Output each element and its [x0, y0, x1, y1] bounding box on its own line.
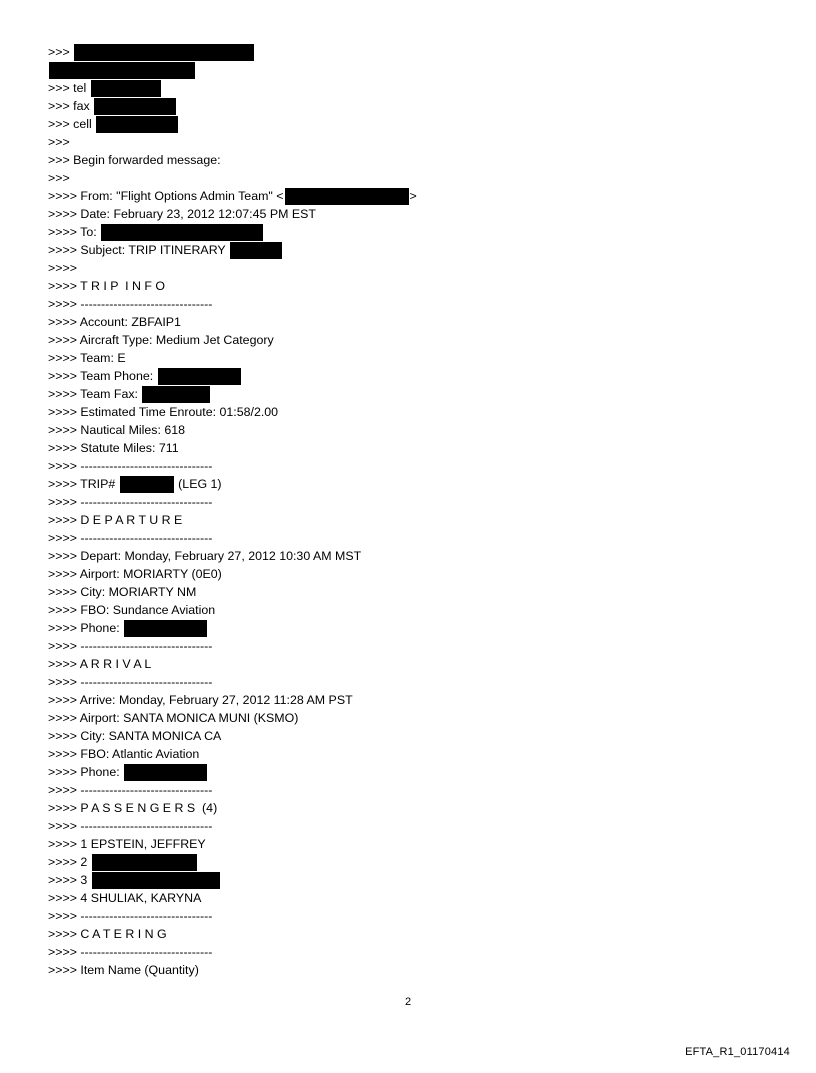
line-text: >>>> D E P A R T U R E — [48, 513, 183, 527]
email-line — [48, 655, 768, 673]
email-line — [48, 349, 768, 367]
line-text: >>>> -------------------------------- — [48, 783, 213, 797]
email-line — [48, 367, 768, 385]
line-text: >>> — [48, 171, 70, 185]
redaction-bar — [94, 98, 176, 115]
line-text: >>> Begin forwarded message: — [48, 153, 221, 167]
email-line — [48, 61, 768, 79]
email-line — [48, 619, 768, 637]
line-text: >>>> 1 EPSTEIN, JEFFREY — [48, 837, 206, 851]
line-text: >>>> Phone: — [48, 765, 124, 779]
email-line — [48, 331, 768, 349]
email-line — [48, 79, 768, 97]
email-line — [48, 529, 768, 547]
line-text: >>>> A R R I V A L — [48, 657, 152, 671]
email-line — [48, 277, 768, 295]
line-text: >>> tel — [48, 81, 90, 95]
page-number: 2 — [404, 996, 412, 1008]
line-text: >>>> -------------------------------- — [48, 909, 213, 923]
redaction-bar — [158, 368, 241, 385]
line-text: >>>> Subject: TRIP ITINERARY — [48, 243, 229, 257]
email-line — [48, 781, 768, 799]
email-line — [48, 421, 768, 439]
redaction-bar — [230, 242, 282, 259]
redaction-bar — [74, 44, 254, 61]
email-line — [48, 727, 768, 745]
email-line — [48, 637, 768, 655]
line-text: >>>> -------------------------------- — [48, 495, 213, 509]
line-text: >>>> Team: E — [48, 351, 126, 365]
line-text: >>>> 3 — [48, 873, 91, 887]
line-text: >>>> To: — [48, 225, 101, 239]
redaction-bar — [96, 116, 178, 133]
line-text: >>>> -------------------------------- — [48, 639, 213, 653]
line-text: >>>> 4 SHULIAK, KARYNA — [48, 891, 202, 905]
line-text: >>>> C A T E R I N G — [48, 927, 167, 941]
email-line — [48, 295, 768, 313]
line-text: >>>> Nautical Miles: 618 — [48, 423, 186, 437]
line-text: >>>> FBO: Atlantic Aviation — [48, 747, 200, 761]
line-text: >>>> -------------------------------- — [48, 531, 213, 545]
email-line — [48, 817, 768, 835]
email-line — [48, 241, 768, 259]
line-text: >>>> Phone: — [48, 621, 124, 635]
email-line — [48, 259, 768, 277]
line-text: >>>> City: SANTA MONICA CA — [48, 729, 222, 743]
line-text: >>>> Arrive: Monday, February 27, 2012 11:28 AM PST — [48, 693, 353, 707]
line-text-after: > — [409, 189, 417, 203]
email-line — [48, 925, 768, 943]
line-text: >>>> TRIP# — [48, 477, 119, 491]
email-line — [48, 169, 768, 187]
email-line — [48, 511, 768, 529]
email-line — [48, 385, 768, 403]
email-line — [48, 745, 768, 763]
redaction-bar — [101, 224, 263, 241]
line-text: >>>> Airport: SANTA MONICA MUNI (KSMO) — [48, 711, 299, 725]
line-text: >>>> — [48, 261, 77, 275]
redaction-bar — [124, 620, 207, 637]
line-text: >>>> Date: February 23, 2012 12:07:45 PM EST — [48, 207, 316, 221]
redaction-bar — [142, 386, 210, 403]
line-text: >>>> -------------------------------- — [48, 945, 213, 959]
email-line — [48, 151, 768, 169]
line-text: >>>> City: MORIARTY NM — [48, 585, 197, 599]
line-text: >>> — [48, 135, 70, 149]
email-body — [48, 43, 768, 979]
email-line — [48, 835, 768, 853]
line-text: >>>> Aircraft Type: Medium Jet Category — [48, 333, 274, 347]
line-text: >>> cell — [48, 117, 96, 131]
email-line — [48, 673, 768, 691]
redaction-bar — [49, 62, 195, 79]
email-line — [48, 763, 768, 781]
line-text: >>>> From: "Flight Options Admin Team" < — [48, 189, 284, 203]
line-text: >>>> Item Name (Quantity) — [48, 963, 199, 977]
email-line — [48, 691, 768, 709]
line-text: >>>> Account: ZBFAIP1 — [48, 315, 181, 329]
line-text: >>>> FBO: Sundance Aviation — [48, 603, 216, 617]
line-text: >>>> -------------------------------- — [48, 819, 213, 833]
redaction-bar — [91, 80, 161, 97]
email-line — [48, 457, 768, 475]
email-line — [48, 871, 768, 889]
email-line — [48, 709, 768, 727]
line-text: >>>> -------------------------------- — [48, 675, 213, 689]
redaction-bar — [92, 872, 220, 889]
email-line — [48, 961, 768, 979]
email-line — [48, 475, 768, 493]
redaction-bar — [92, 854, 197, 871]
email-line — [48, 205, 768, 223]
email-line — [48, 493, 768, 511]
line-text: >>> fax — [48, 99, 94, 113]
line-text: >>>> 2 — [48, 855, 91, 869]
line-text-after: (LEG 1) — [174, 477, 222, 491]
line-text: >>>> -------------------------------- — [48, 459, 213, 473]
redaction-bar — [285, 188, 409, 205]
email-line — [48, 313, 768, 331]
email-line — [48, 439, 768, 457]
email-line — [48, 223, 768, 241]
email-line — [48, 547, 768, 565]
line-text: >>>> Statute Miles: 711 — [48, 441, 179, 455]
email-line — [48, 853, 768, 871]
email-line — [48, 97, 768, 115]
line-text: >>>> Depart: Monday, February 27, 2012 10:30 AM MST — [48, 549, 362, 563]
email-line — [48, 907, 768, 925]
redaction-bar — [124, 764, 207, 781]
email-line — [48, 403, 768, 421]
line-text: >>>> Team Phone: — [48, 369, 157, 383]
line-text: >>>> Estimated Time Enroute: 01:58/2.00 — [48, 405, 279, 419]
line-text: >>>> T R I P I N F O — [48, 279, 166, 293]
email-line — [48, 583, 768, 601]
line-text: >>>> -------------------------------- — [48, 297, 213, 311]
bates-number: EFTA_R1_01170414 — [685, 1046, 790, 1058]
email-line — [48, 187, 768, 205]
line-text: >>>> Team Fax: — [48, 387, 142, 401]
email-line — [48, 799, 768, 817]
line-text: >>>> P A S S E N G E R S (4) — [48, 801, 218, 815]
email-line — [48, 601, 768, 619]
email-line — [48, 115, 768, 133]
line-text: >>>> Airport: MORIARTY (0E0) — [48, 567, 222, 581]
line-text: >>> — [48, 45, 74, 59]
email-line — [48, 133, 768, 151]
email-line — [48, 565, 768, 583]
email-line — [48, 43, 768, 61]
redaction-bar — [120, 476, 174, 493]
email-line — [48, 943, 768, 961]
email-line — [48, 889, 768, 907]
